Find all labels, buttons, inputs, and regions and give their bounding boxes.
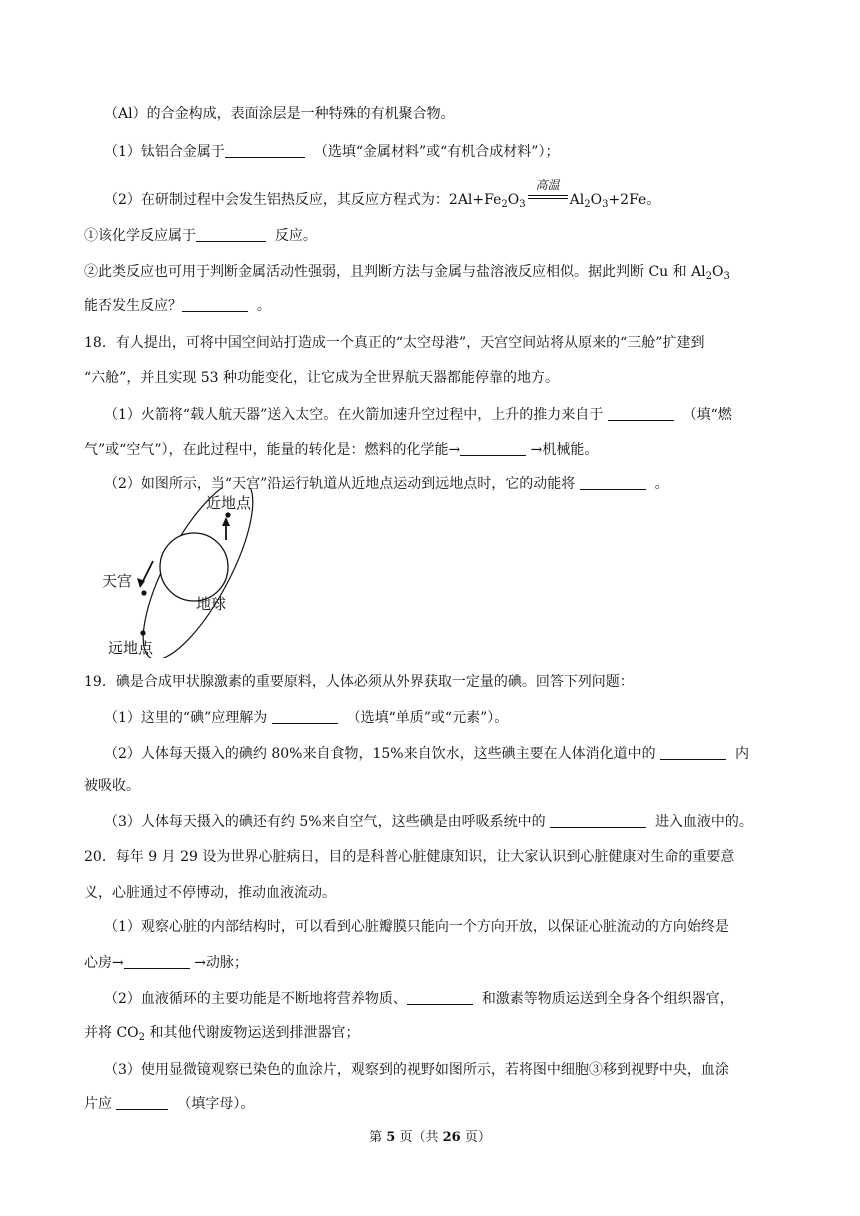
answer-blank[interactable] <box>196 227 266 242</box>
question-20-1: （1）观察心脏的内部结构时，可以看到心脏瓣膜只能向一个方向开放，以保证心脏流动的方向始终是 <box>104 919 729 935</box>
question-19-1: （1）这里的“碘”应理解为 （选填“单质”或“元素”）。 <box>104 710 509 726</box>
question-20-2: （2）血液循环的主要功能是不断地将营养物质、 和激素等物质运送到全身各个组织器官， <box>104 991 734 1007</box>
answer-blank[interactable] <box>116 1095 168 1110</box>
answer-blank[interactable] <box>660 745 726 760</box>
page-footer: 第 5 页（共 26 页） <box>369 1130 491 1145</box>
perigee-label: 近地点 <box>206 494 252 512</box>
text-line: “六舱”，并且实现 53 种功能变化，让它成为全世界航天器都能停靠的地方。 <box>84 370 560 386</box>
tiangong-point <box>141 590 146 595</box>
answer-blank[interactable] <box>124 954 190 969</box>
text-line: 并将 $CO_2$ 和其他代谢废物运送到排泄器官； <box>84 1025 360 1043</box>
text-line: （Al）的合金构成，表面涂层是一种特殊的有机聚合物。 <box>104 106 455 122</box>
earth-label: 地球 <box>196 595 227 613</box>
question-20-3: （3）使用显微镜观察已染色的血涂片，观察到的视野如图所示，若将图中细胞③移到视野中央，血涂 <box>104 1062 729 1078</box>
perigee-point <box>225 512 230 517</box>
apogee-point <box>140 630 145 635</box>
text-line: 能否发生反应？ 。 <box>84 298 271 314</box>
question-17-2-2: ②此类反应也可用于判断金属活动性强弱，且判断方法与金属与盐溶液反应相似。据此判断 Cu 和 $Al_2O_3$ <box>84 264 730 282</box>
velocity-arrow <box>142 561 153 583</box>
question-18: 18．有人提出，可将中国空间站打造成一个真正的“太空母港”，天宫空间站将从原来的“三舱”扩建到 <box>84 335 705 351</box>
question-18-2: （2）如图所示，当“天宫”沿运行轨道从近地点运动到远地点时，它的动能将 。 <box>104 476 669 492</box>
question-17-2-1: ①该化学反应属于 反应。 <box>84 228 317 244</box>
answer-blank[interactable] <box>580 475 646 490</box>
answer-blank[interactable] <box>550 813 646 828</box>
text-line: 气”或“空气”），在此过程中，能量的转化是：燃料的化学能→ →机械能。 <box>84 442 599 458</box>
answer-blank[interactable] <box>608 406 674 421</box>
answer-blank[interactable] <box>460 441 526 456</box>
answer-blank[interactable] <box>272 709 338 724</box>
reaction-condition: 高温 <box>526 190 570 204</box>
orbit-diagram <box>98 488 268 658</box>
question-20: 20．每年 9 月 29 设为世界心脏病日，目的是科普心脏健康知识，让大家认识到心脏健康对生命的重要意 <box>84 849 735 865</box>
text-line: 片应 （填字母）。 <box>84 1096 255 1112</box>
answer-blank[interactable] <box>182 297 248 312</box>
answer-blank[interactable] <box>407 990 473 1005</box>
answer-blank[interactable] <box>225 143 305 158</box>
text-line: 被吸收。 <box>84 778 140 794</box>
apogee-label: 远地点 <box>108 639 154 657</box>
question-17-1: （1）钛铝合金属于 （选填“金属材料”或“有机合成材料”）； <box>104 144 560 160</box>
text-line: 心房→ →动脉； <box>84 955 248 971</box>
question-17-2: （2）在研制过程中会发生铝热反应，其反应方程式为：$2Al+Fe_2O_3$ 高温 $Al_2O_3+2Fe$。 <box>104 178 661 210</box>
earth-circle <box>160 533 228 601</box>
text-line: 义，心脏通过不停博动，推动血液流动。 <box>84 885 336 901</box>
tiangong-label: 天宫 <box>102 572 133 590</box>
question-19-3: （3）人体每天摄入的碘还有约 5%来自空气，这些碘是由呼吸系统中的 进入血液中的。 <box>104 814 753 830</box>
question-19: 19．碘是合成甲状腺激素的重要原料，人体必须从外界获取一定量的碘。回答下列问题： <box>84 674 634 690</box>
question-19-2: （2）人体每天摄入的碘约 80%来自食物，15%来自饮水，这些碘主要在人体消化道中的 内 <box>104 746 749 762</box>
question-18-1: （1）火箭将“载人航天器”送入太空。在火箭加速升空过程中，上升的推力来自于 （填“燃 <box>104 407 732 423</box>
